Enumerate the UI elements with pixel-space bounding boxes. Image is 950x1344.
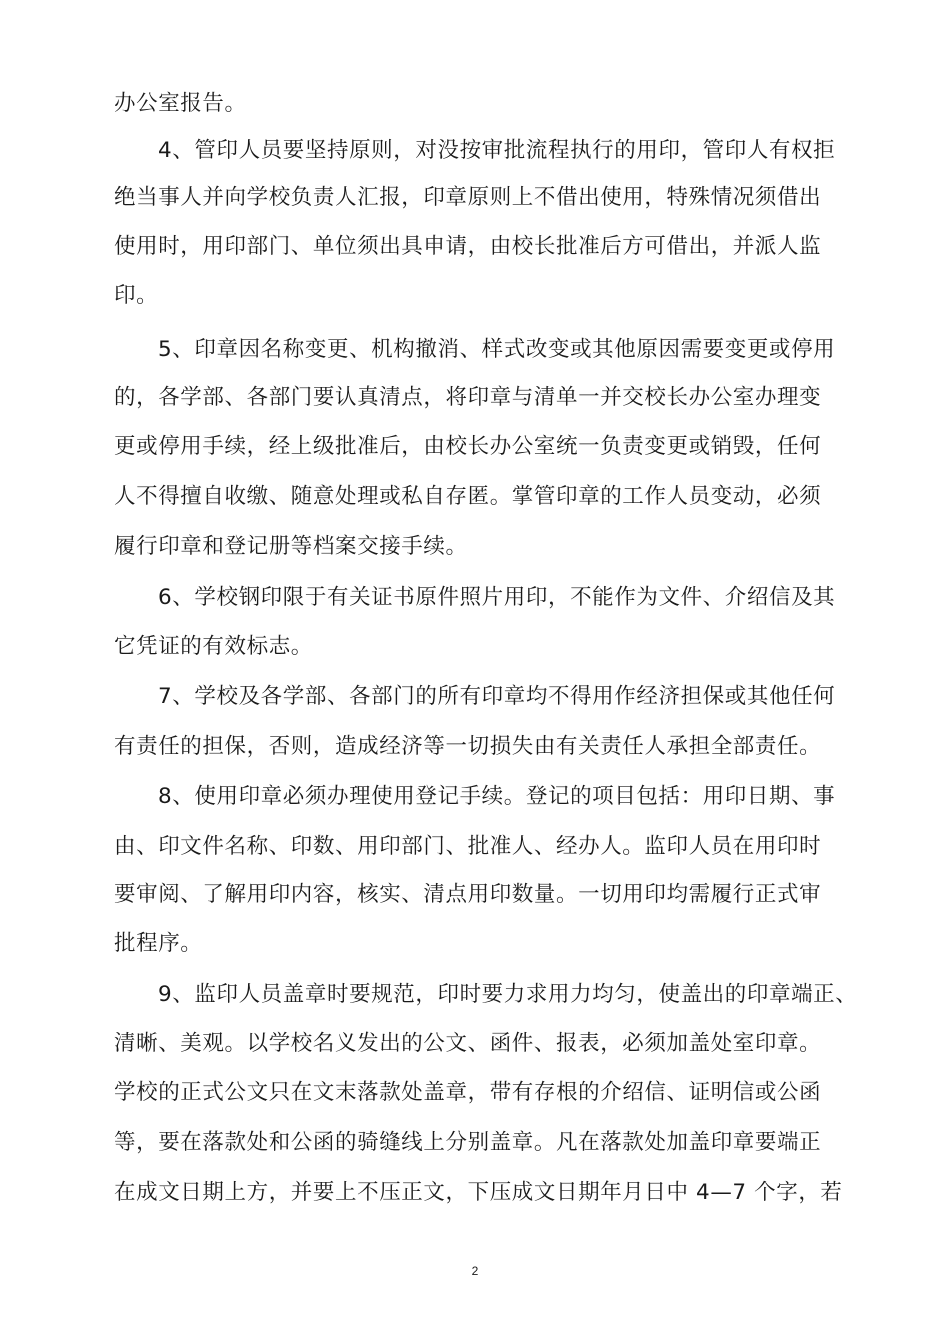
text-line: 使用时，用印部门、单位须出具申请，由校长批准后方可借出，并派人监	[114, 234, 822, 259]
item-5-line-1: 5、印章因名称变更、机构撤消、样式改变或其他原因需要变更或停用	[158, 337, 836, 362]
text-line: 学校的正式公文只在文末落款处盖章，带有存根的介绍信、证明信或公函	[114, 1080, 822, 1105]
text-line: 有责任的担保，否则，造成经济等一切损失由有关责任人承担全部责任。	[114, 734, 822, 759]
text-line: 绝当事人并向学校负责人汇报，印章原则上不借出使用，特殊情况须借出	[114, 185, 822, 210]
item-4-line-1: 4、管印人员要坚持原则，对没按审批流程执行的用印，管印人有权拒	[158, 138, 836, 163]
item-9-line-1: 9、监印人员盖章时要规范，印时要力求用力均匀，使盖出的印章端正、	[158, 982, 858, 1007]
text-line: 它凭证的有效标志。	[114, 634, 313, 659]
item-8-line-1: 8、使用印章必须办理使用登记手续。登记的项目包括：用印日期、事	[158, 784, 836, 809]
text-line: 更或停用手续，经上级批准后，由校长办公室统一负责变更或销毁，任何	[114, 434, 822, 459]
text-line: 批程序。	[114, 931, 203, 956]
text-line: 由、印文件名称、印数、用印部门、批准人、经办人。监印人员在用印时	[114, 834, 822, 859]
text-line: 人不得擅自收缴、随意处理或私自存匿。掌管印章的工作人员变动，必须	[114, 484, 822, 509]
text-line: 在成文日期上方，并要上不压正文，下压成文日期年月日中 4—7 个字，若	[114, 1180, 843, 1205]
page-number: 2	[471, 1264, 479, 1278]
text-line: 办公室报告。	[114, 91, 247, 116]
text-line: 履行印章和登记册等档案交接手续。	[114, 534, 468, 559]
text-line: 等，要在落款处和公函的骑缝线上分别盖章。凡在落款处加盖印章要端正	[114, 1130, 822, 1155]
item-7-line-1: 7、学校及各学部、各部门的所有印章均不得用作经济担保或其他任何	[158, 684, 836, 709]
text-line: 要审阅、了解用印内容，核实、清点用印数量。一切用印均需履行正式审	[114, 882, 822, 907]
text-line: 的，各学部、各部门要认真清点，将印章与清单一并交校长办公室办理变	[114, 385, 822, 410]
text-line: 印。	[114, 283, 159, 308]
text-line: 清晰、美观。以学校名义发出的公文、函件、报表，必须加盖处室印章。	[114, 1031, 822, 1056]
item-6-line-1: 6、学校钢印限于有关证书原件照片用印，不能作为文件、介绍信及其	[158, 585, 836, 610]
